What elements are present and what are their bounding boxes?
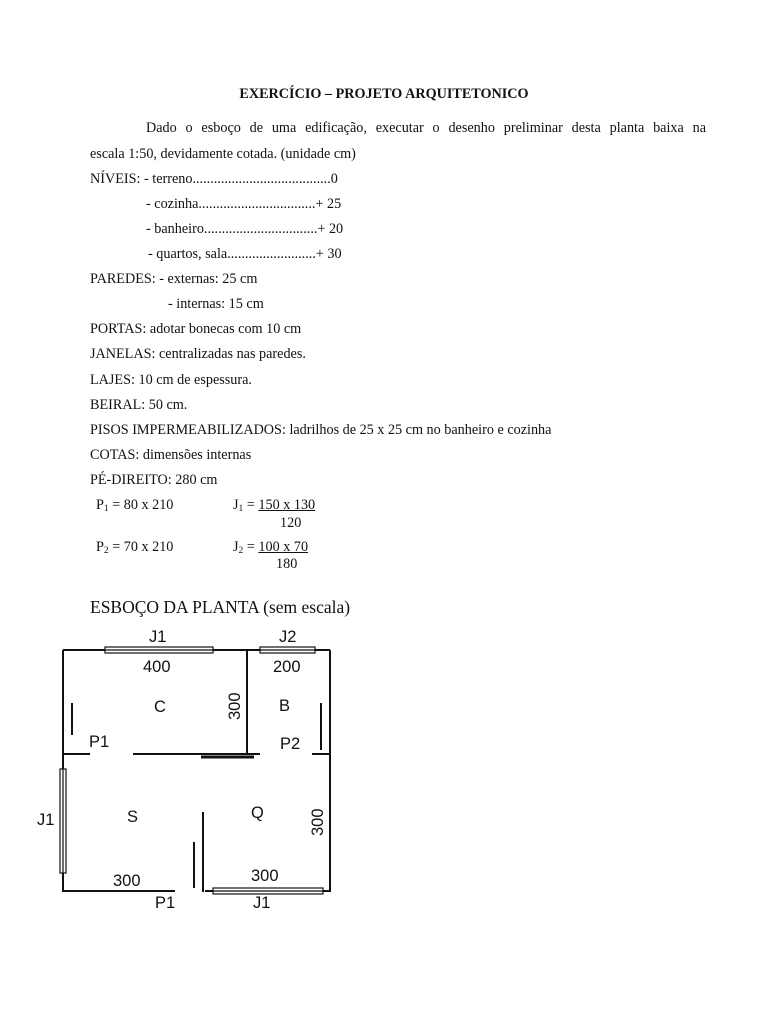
dim-200: 200 [273, 658, 301, 676]
j1-spec: $J_1 = 150$ x 130 [233, 497, 316, 514]
plan-windows [60, 647, 323, 894]
janelas-line: JANELAS: centralizadas nas paredes. [90, 346, 306, 362]
paredes-externas: PAREDES: - externas: 25 cm [90, 271, 258, 287]
label-j1-top: J1 [149, 628, 167, 646]
niveis-cozinha: - cozinha.................................+ 25 [146, 196, 342, 212]
p1-spec: $P_1 = 80$ x 210 [96, 497, 174, 514]
sketch-title: ESBOÇO DA PLANTA (sem escala) [90, 597, 351, 617]
cotas-line: COTAS: dimensões internas [90, 447, 252, 463]
dim-300-q-bottom: 300 [251, 867, 279, 885]
label-p1-bottom: P1 [155, 894, 176, 912]
label-j1-left: J1 [37, 811, 55, 829]
intro-paragraph-line2: escala 1:50, devidamente cotada. (unidade cm) [90, 146, 356, 162]
pisos-line: PISOS IMPERMEABILIZADOS: ladrilhos de 25 x 25 cm no banheiro e cozinha [90, 422, 552, 438]
j2-denominator: 180 [276, 556, 298, 572]
lajes-line: LAJES: 10 cm de espessura. [90, 372, 252, 388]
room-q: Q [251, 804, 264, 822]
p2-spec: $P_2 = 70$ x 210 [96, 539, 174, 556]
label-j2-top: J2 [279, 628, 297, 646]
beiral-line: BEIRAL: 50 cm. [90, 397, 188, 413]
document-title: EXERCÍCIO – PROJETO ARQUITETONICO [239, 86, 529, 102]
plan-walls [63, 650, 330, 892]
dim-400: 400 [143, 658, 171, 676]
room-b: B [279, 697, 291, 715]
intro-paragraph-line1: Dado o esboço de uma edificação, executar o desenho preliminar desta planta baixa na [146, 120, 706, 136]
dim-300-c: 300 [226, 692, 244, 720]
pe-direito-line: PÉ-DIREITO: 280 cm [90, 472, 218, 488]
niveis-terreno: NÍVEIS: - terreno.......................................0 [90, 171, 338, 187]
label-p2-mid: P2 [280, 735, 301, 753]
dim-300-q: 300 [309, 808, 327, 836]
niveis-quartos: - quartos, sala.........................+ 30 [148, 246, 342, 262]
room-c: C [154, 698, 166, 716]
j2-numerator: 100 x 70 [258, 539, 309, 555]
niveis-banheiro: - banheiro................................+ 20 [146, 221, 344, 237]
paredes-internas: - internas: 15 cm [168, 296, 264, 312]
label-j1-bottom: J1 [253, 894, 271, 912]
dim-300-s: 300 [113, 872, 141, 890]
room-s: S [127, 808, 139, 826]
portas-line: PORTAS: adotar bonecas com 10 cm [90, 321, 302, 337]
j1-numerator: 150 x 130 [258, 497, 316, 513]
j1-denominator: 120 [280, 515, 302, 531]
plan-labels [37, 628, 327, 912]
label-p1-mid: P1 [89, 733, 110, 751]
j2-spec: $J_2 = 100$ x 70 [233, 539, 309, 556]
